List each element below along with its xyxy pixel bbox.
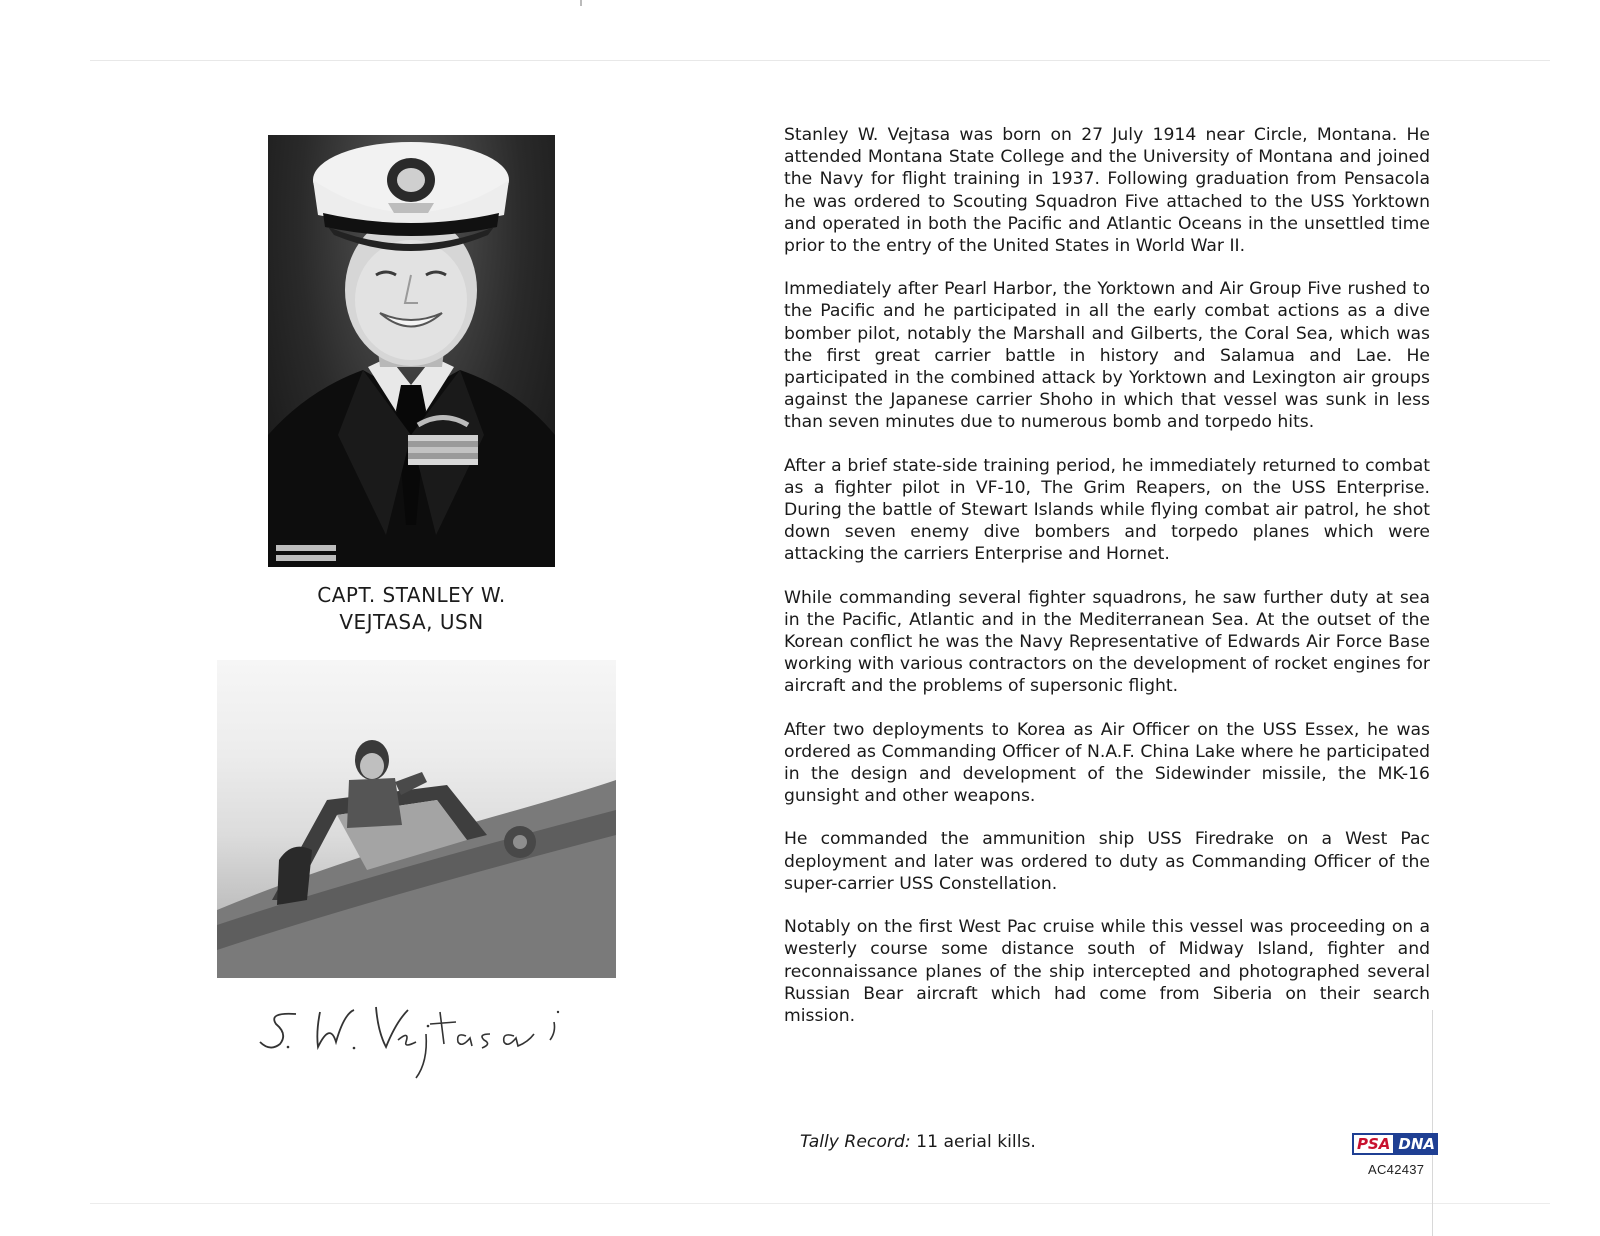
bottom-divider <box>90 1203 1550 1204</box>
caption-line-2: VEJTASA, USN <box>339 610 484 634</box>
bio-paragraph: He commanded the ammunition ship USS Firedrake on a West Pac deployment and later was ordered to duty as Commanding Officer of the super-carrier USS Constellation. <box>784 829 1430 894</box>
portrait-caption <box>268 582 555 636</box>
bio-paragraph: Notably on the first West Pac cruise while this vessel was proceeding on a westerly course some distance south of Midway Island, fighter and reconnaissance planes of the ship intercepted and photographed several Russian Bear aircraft which had come from Siberia on their search mission. <box>784 917 1430 1026</box>
bio-paragraph: Immediately after Pearl Harbor, the Yorktown and Air Group Five rushed to the Pacific and he participated in all the early combat actions as a dive bomber pilot, notably the Marshall and Gilberts, the Coral Sea, which was the first great carrier battle in history and Salamua and Lae. He participated in the combined attack by Yorktown and Lexington air groups against the Japanese carrier Shoho in which that vessel was sunk in less than seven minutes due to numerous bomb and torpedo hits. <box>784 279 1430 433</box>
aircraft-illustration <box>217 660 616 978</box>
tally-record <box>800 1132 1036 1152</box>
autograph-signature <box>258 992 618 1082</box>
dna-logo-text: DNA <box>1395 1133 1438 1155</box>
scan-mark <box>580 0 582 6</box>
right-divider <box>1432 1010 1433 1236</box>
certification-number: AC42437 <box>1368 1162 1425 1177</box>
bio-paragraph: After two deployments to Korea as Air Officer on the USS Essex, he was ordered as Commanding Officer of N.A.F. China Lake where he participated in the design and development of the Sidewinder missile, the MK-16 gunsight and other weapons. <box>784 719 1430 807</box>
signature-drawing <box>258 992 618 1082</box>
bio-paragraph: Stanley W. Vejtasa was born on 27 July 1914 near Circle, Montana. He attended Montana State College and the University of Montana and joined the Navy for flight training in 1937. Following graduation from Pensacola he was ordered to Scouting Squadron Five attached to the USS Yorktown and operated in both the Pacific and Atlantic Oceans in the unsettled time prior to the entry of the United States in World War II. <box>784 125 1430 257</box>
psa-dna-logo <box>1352 1133 1438 1155</box>
psa-logo-text: PSA <box>1352 1133 1395 1155</box>
tally-value: 11 aerial kills. <box>910 1132 1036 1152</box>
caption-line-1: CAPT. STANLEY W. <box>317 583 506 607</box>
portrait-photo <box>268 135 555 567</box>
aircraft-photo <box>217 660 616 978</box>
bio-paragraph: While commanding several fighter squadrons, he saw further duty at sea in the Pacific, Atlantic and in the Mediterranean Sea. At the outset of the Korean conflict he was the Navy Representative of Edwards Air Force Base working with various contractors on the development of rocket engines for aircraft and the problems of supersonic flight. <box>784 587 1430 697</box>
top-divider <box>90 60 1550 61</box>
biography-text <box>784 124 1430 1048</box>
tally-label: Tally Record: <box>800 1132 911 1152</box>
portrait-illustration <box>268 135 555 567</box>
bio-paragraph: After a brief state-side training period, he immediately returned to combat as a fighter pilot in VF-10, The Grim Reapers, on the USS Enterprise. During the battle of Stewart Islands while flying combat air patrol, he shot down seven enemy dive bombers and torpedo planes which were attacking the carriers Enterprise and Hornet. <box>784 455 1430 565</box>
